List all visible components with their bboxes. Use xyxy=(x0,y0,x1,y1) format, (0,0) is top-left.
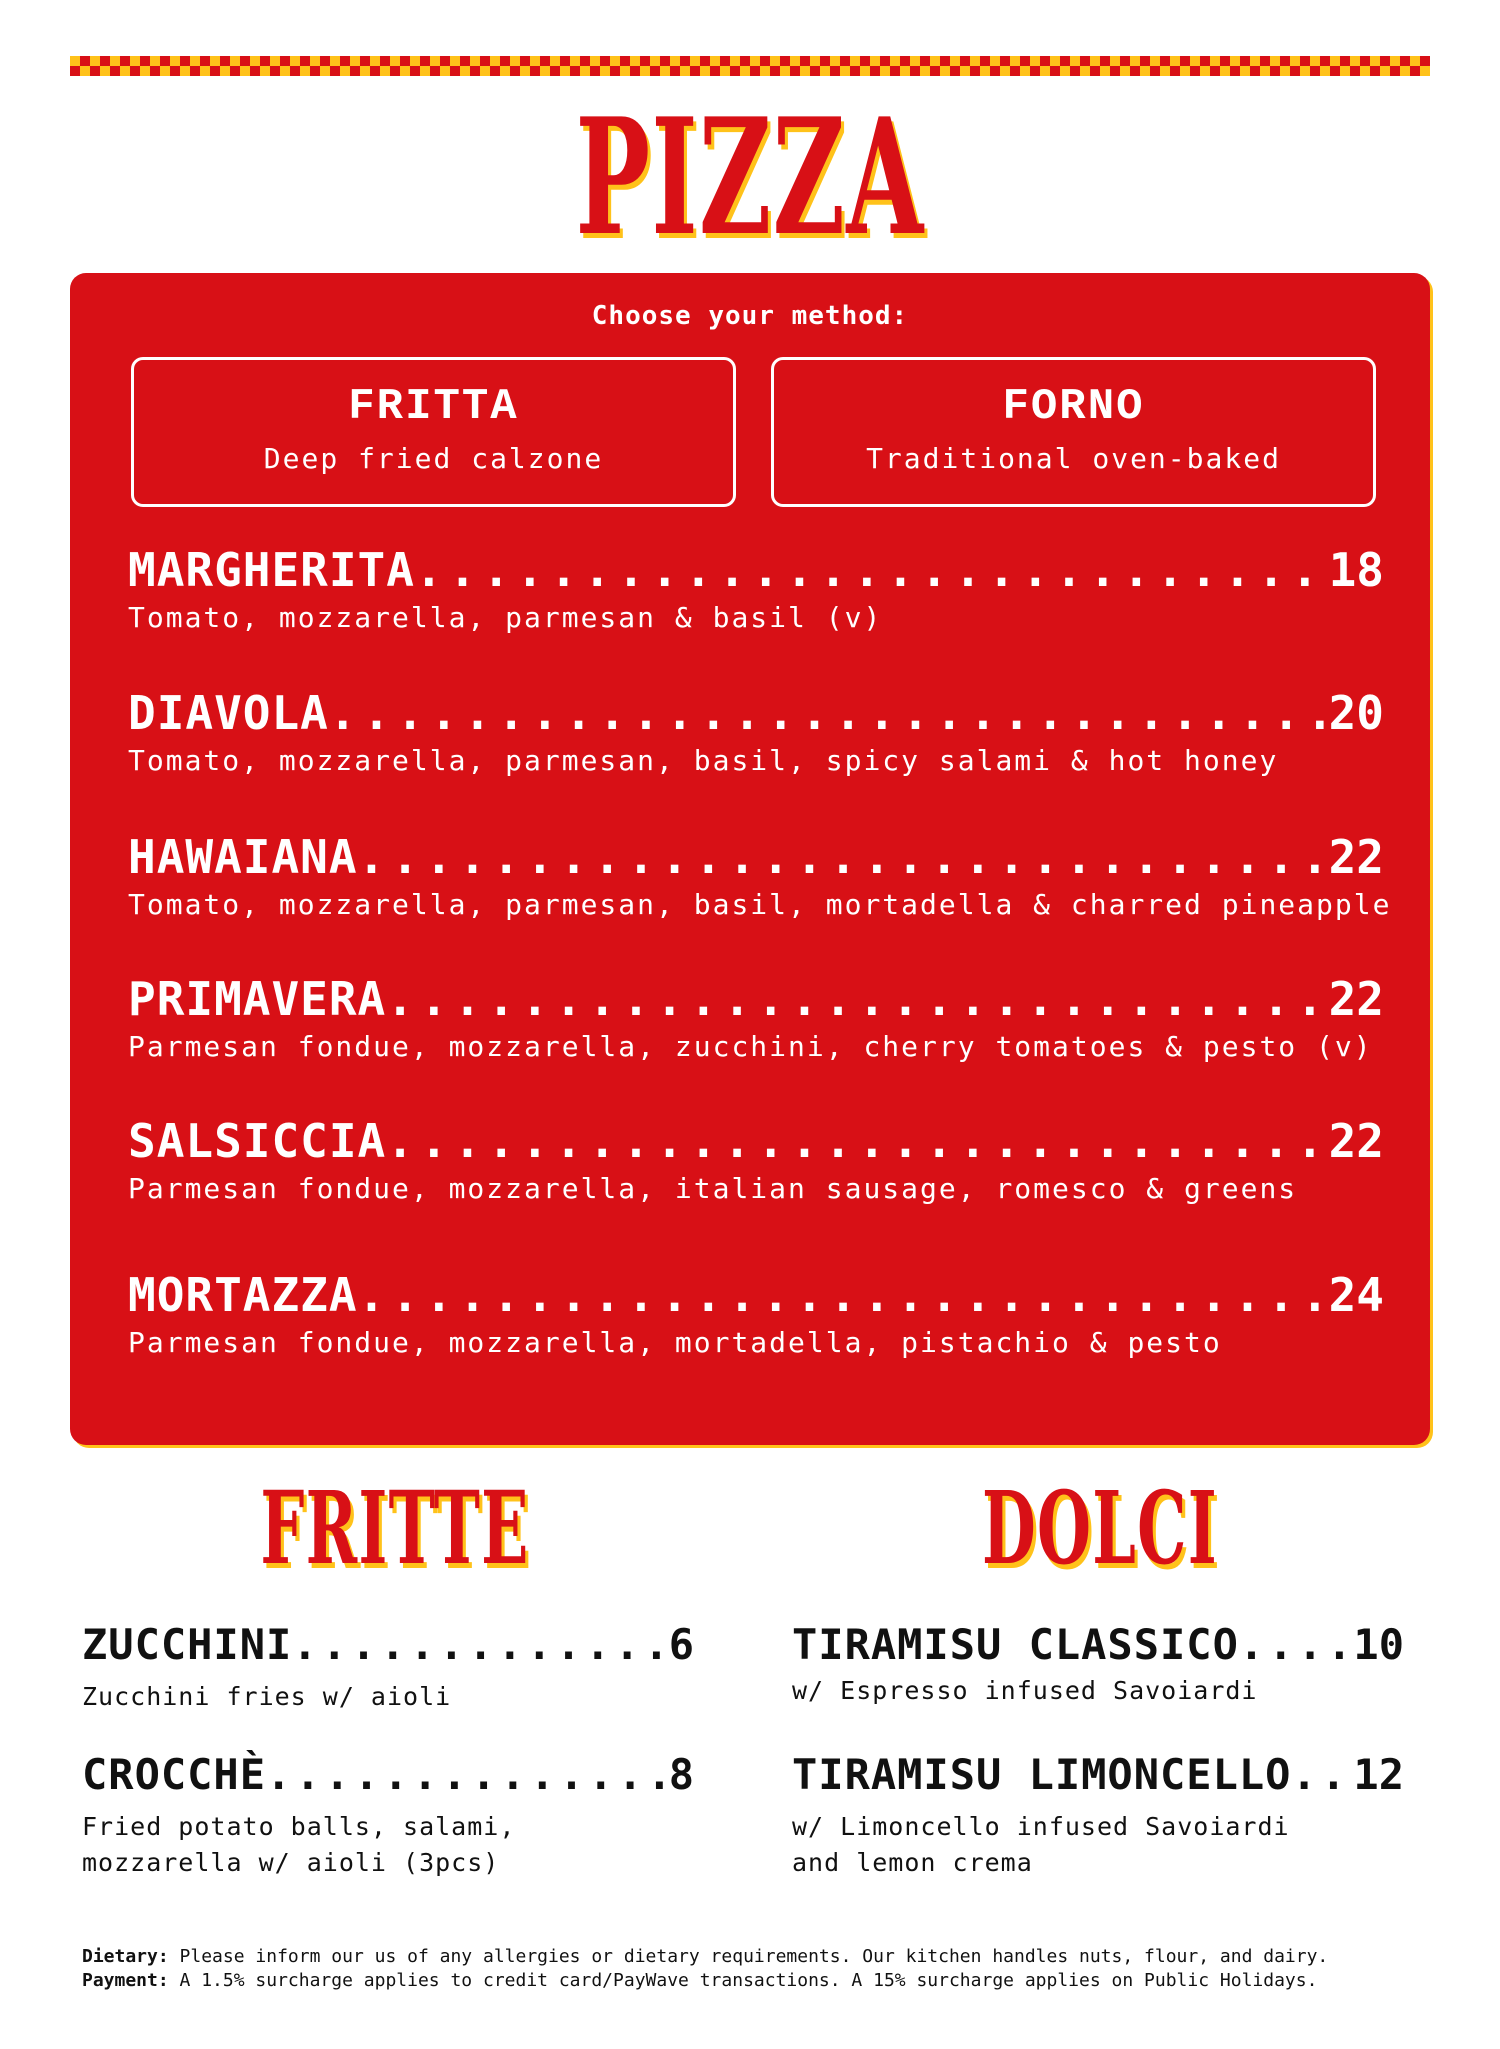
dot-leader xyxy=(1239,1620,1354,1669)
dot-leader xyxy=(415,543,1329,597)
item-description: Parmesan fondue, mozzarella, zucchini, cherry tomatoes & pesto (v) xyxy=(128,1030,1373,1063)
dietary-label: Dietary: xyxy=(82,1946,169,1967)
item-name: PRIMAVERA xyxy=(128,972,387,1026)
menu-item-salsiccia xyxy=(128,1114,1384,1205)
method-name: FRITTA xyxy=(348,382,519,432)
menu-item-diavola xyxy=(128,686,1384,777)
item-description: Parmesan fondue, mozzarella, mortadella, pistachio & pesto xyxy=(128,1326,1222,1359)
payment-label: Payment: xyxy=(82,1970,169,1991)
item-description: Parmesan fondue, mozzarella, italian sausage, romesco & greens xyxy=(128,1172,1298,1205)
dot-leader xyxy=(386,1114,1328,1168)
item-name: CROCCHÈ xyxy=(82,1750,267,1799)
item-name: SALSICCIA xyxy=(128,1114,387,1168)
item-price: 12 xyxy=(1353,1750,1404,1799)
item-price: 22 xyxy=(1328,972,1384,1026)
payment-note xyxy=(82,1969,1442,1993)
method-option-forno[interactable] xyxy=(771,357,1376,507)
menu-item-primavera xyxy=(128,972,1384,1063)
menu-item-mortazza xyxy=(128,1268,1384,1359)
item-price: 24 xyxy=(1328,1268,1384,1322)
dietary-text: Please inform our us of any allergies or dietary requirements. Our kitchen handles nuts, flour, and dairy. xyxy=(179,1946,1329,1967)
dot-leader xyxy=(386,972,1328,1026)
menu-item-zucchini xyxy=(82,1620,694,1715)
item-price: 8 xyxy=(668,1750,694,1799)
item-price: 6 xyxy=(668,1620,694,1669)
dot-leader xyxy=(358,830,1329,884)
item-price: 10 xyxy=(1353,1620,1404,1669)
item-description: Zucchini fries w/ aioli xyxy=(82,1682,452,1711)
item-name: MORTAZZA xyxy=(128,1268,358,1322)
item-price: 20 xyxy=(1328,686,1384,740)
dietary-note xyxy=(82,1945,1442,1969)
menu-item-crocche xyxy=(82,1750,694,1881)
item-name: HAWAIANA xyxy=(128,830,358,884)
item-name: TIRAMISU LIMONCELLO xyxy=(792,1750,1292,1799)
menu-item-margherita xyxy=(128,543,1384,634)
section-title-dolci: DOLCI xyxy=(982,1469,1218,1587)
menu-item-tiramisu-classico xyxy=(792,1620,1404,1709)
item-description: w/ Limoncello infused Savoiardi and lemon crema xyxy=(792,1812,1290,1877)
page-title: PIZZA xyxy=(575,83,925,271)
dot-leader xyxy=(1291,1750,1353,1799)
dot-leader xyxy=(358,1268,1329,1322)
dot-leader xyxy=(292,1620,668,1669)
payment-text: A 1.5% surcharge applies to credit card/PayWave transactions. A 15% surcharge applies on Public Holidays. xyxy=(179,1970,1318,1991)
checkered-border xyxy=(70,56,1430,76)
item-price: 22 xyxy=(1328,1114,1384,1168)
item-name: MARGHERITA xyxy=(128,543,415,597)
pizza-menu-panel xyxy=(70,273,1430,1445)
item-name: TIRAMISU CLASSICO xyxy=(792,1620,1239,1669)
dot-leader xyxy=(266,1750,669,1799)
item-description: Tomato, mozzarella, parmesan, basil, spicy salami & hot honey xyxy=(128,744,1279,777)
item-name: ZUCCHINI xyxy=(82,1620,293,1669)
section-title-fritte: FRITTE xyxy=(260,1469,530,1587)
method-name: FORNO xyxy=(1002,382,1145,432)
menu-item-tiramisu-limoncello xyxy=(792,1750,1404,1881)
method-description: Deep fried calzone xyxy=(263,442,604,475)
method-description: Traditional oven-baked xyxy=(866,442,1281,475)
item-price: 18 xyxy=(1328,543,1384,597)
dot-leader xyxy=(329,686,1329,740)
footer-notes xyxy=(82,1945,1442,1993)
item-description: Fried potato balls, salami, mozzarella w/ aioli (3pcs) xyxy=(82,1812,516,1877)
item-name: DIAVOLA xyxy=(128,686,329,740)
item-description: Tomato, mozzarella, parmesan & basil (v) xyxy=(128,601,883,634)
menu-item-hawaiana xyxy=(128,830,1392,921)
item-description: w/ Espresso infused Savoiardi xyxy=(792,1676,1258,1705)
item-price: 22 xyxy=(1328,830,1384,884)
item-description: Tomato, mozzarella, parmesan, basil, mortadella & charred pineapple xyxy=(128,888,1392,921)
method-heading: Choose your method: xyxy=(591,301,909,331)
method-option-fritta[interactable] xyxy=(131,357,736,507)
